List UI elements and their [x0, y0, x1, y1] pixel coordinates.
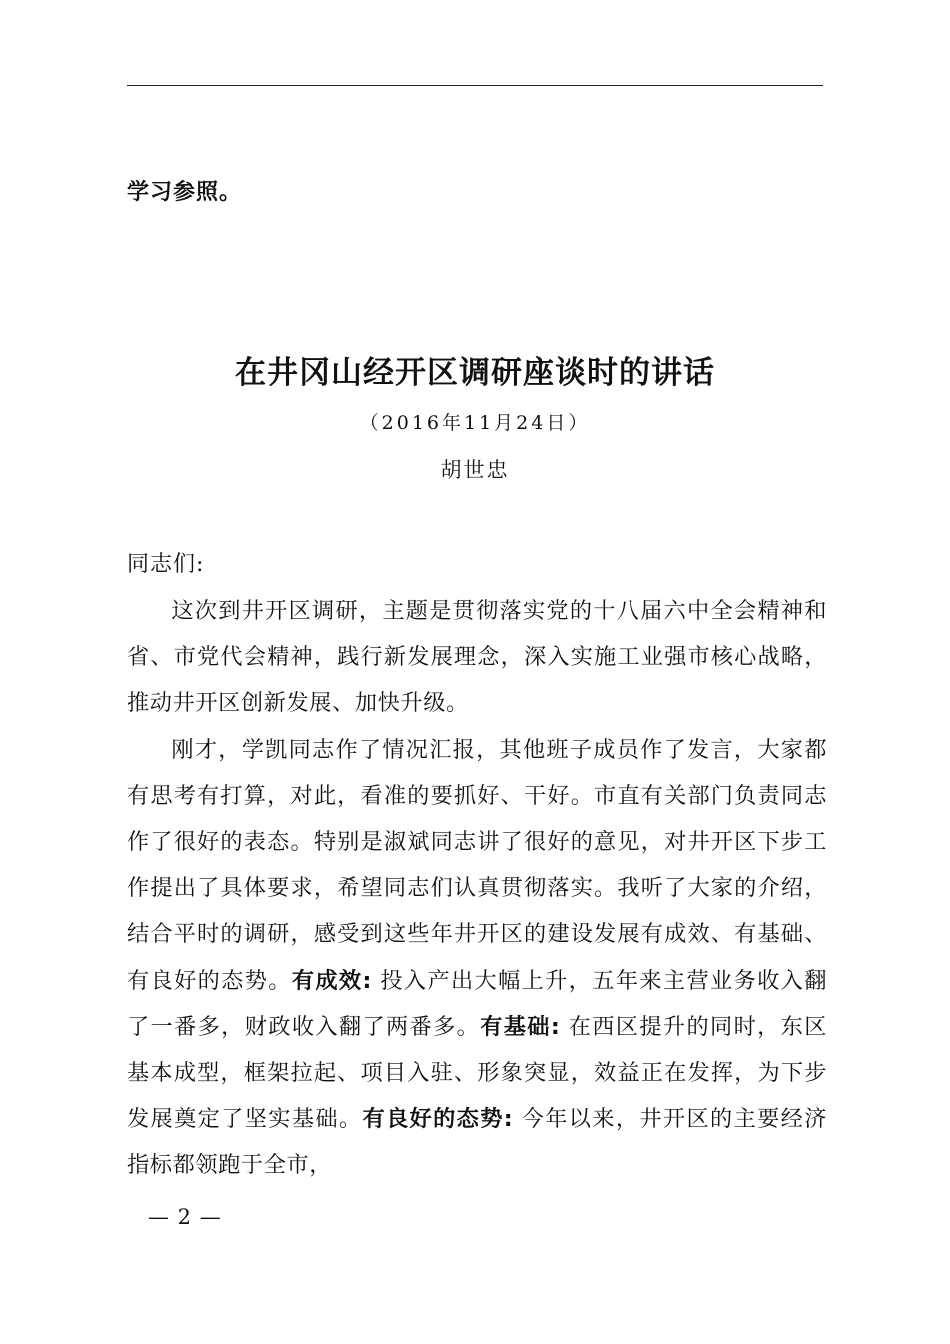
point-label-momentum: 有良好的态势: [362, 1106, 514, 1133]
paragraph-2 [127, 727, 827, 1189]
paragraph-2-intro: 刚才，学凯同志作了情况汇报，其他班子成员作了发言，大家都有思考有打算，对此，看准的要抓好、干好。市直有关部门负责同志作了很好的表态。特别是淑斌同志讲了很好的意见，对井开区下步工作提出了具体要求，希望同志们认真贯彻落实。我听了大家的介绍，结合平时的调研，感受到这些年井开区的建设发展有成效、有基础、有良好的态势。 [127, 736, 827, 994]
header-rule [127, 85, 823, 86]
point-label-results: 有成效: [291, 967, 372, 994]
paragraph-1: 这次到井开区调研，主题是贯彻落实党的十八届六中全会精神和省、市党代会精神，践行新发展理念，深入实施工业强市核心战略，推动井开区创新发展、加快升级。 [127, 598, 827, 717]
salutation: 同志们: [127, 552, 205, 577]
speech-author: 胡世忠 [440, 458, 510, 482]
point-text-foundation: 在西区提升的同时，东区基本成型，框架拉起、项目入驻、形象突显，效益正在发挥，为下步发展奠定了坚实基础。 [127, 1013, 828, 1133]
speech-title: 在井冈山经开区调研座谈时的讲话 [235, 355, 715, 391]
point-label-foundation: 有基础: [480, 1013, 561, 1040]
previous-page-tail: 学习参照。 [127, 180, 243, 205]
speech-date: （2016年11月24日） [359, 412, 591, 434]
speech-body [127, 588, 827, 1189]
point-text-momentum: 今年以来，井开区的主要经济指标都领跑于全市， [127, 1106, 828, 1179]
page-number: — 2 — [148, 1205, 222, 1229]
point-text-results: 投入产出大幅上升，五年来主营业务收入翻了一番多，财政收入翻了两番多。 [127, 967, 828, 1040]
